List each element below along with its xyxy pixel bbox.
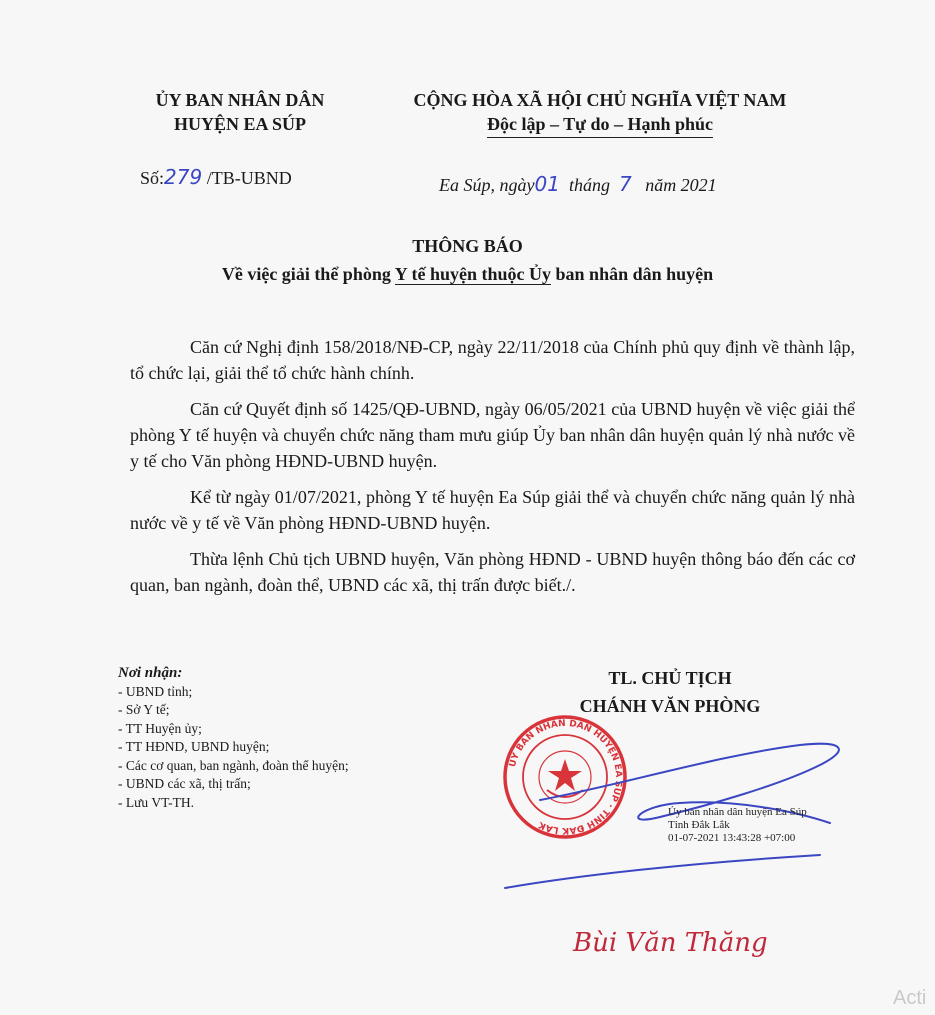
signature-line-1: TL. CHỦ TỊCH [608,668,732,688]
issuer-line-2: HUYỆN EA SÚP [173,114,307,134]
number-prefix: Số: [140,168,165,188]
recipient-item: - Các cơ quan, ban ngành, đoàn thể huyện; [118,757,349,773]
digital-signature-info [668,806,807,845]
activation-watermark: Acti [893,987,927,1009]
subject-part-3: ban nhân dân huyện [555,264,714,284]
date-month-label: tháng [568,175,610,195]
body-paragraph-2: Căn cứ Quyết định số 1425/QĐ-UBND, ngày 06/05/2021 của UBND huyện về việc giải thể phòng Y tế huyện và chuyển chức năng tham mưu giúp Ủy ban nhân dân huyện quản lý nhà nước về y tế cho Văn phòng HĐND-UBND huyện. [130,399,855,471]
number-handwritten: 279 [164,165,203,189]
document-date [439,172,717,196]
document-title: THÔNG BÁO [412,236,523,256]
svg-text:ỦY BAN NHÂN DÂN HUYỆN EA SÚP ·: ỦY BAN NHÂN DÂN HUYỆN EA SÚP · TỈNH ĐẮK LẮK [507,718,624,836]
subject-part-1: Về việc giải thể phòng [221,264,391,284]
subject-part-2: Y tế huyện thuộc Ủy [394,264,552,284]
esign-organization: Ủy ban nhân dân huyện Ea Súp [668,806,807,818]
recipient-item: - Sở Y tế; [118,702,170,717]
signer-name: Bùi Văn Thăng [573,928,768,958]
document-title-block [80,232,855,288]
recipients-list [118,664,478,812]
esign-timestamp: 01-07-2021 13:43:28 +07:00 [668,832,796,844]
recipient-item: - TT Huyện ủy; [118,720,202,736]
date-day: 01 [534,172,560,196]
body-paragraph-1: Căn cứ Nghị định 158/2018/NĐ-CP, ngày 22/11/2018 của Chính phủ quy định về thành lập, tổ chức lại, giải thể tổ chức hành chính. [130,337,855,383]
national-motto: Độc lập – Tự do – Hạnh phúc [487,112,713,138]
recipient-item: - UBND tỉnh; [118,683,193,699]
recipient-item: - TT HĐND, UBND huyện; [118,739,270,754]
esign-province: Tỉnh Đắk Lắk [668,819,730,831]
recipient-item: - UBND các xã, thị trấn; [118,776,251,791]
issuer-line-1: ỦY BAN NHÂN DÂN [155,90,325,110]
national-header [360,88,840,138]
date-place: Ea Súp, ngày [439,175,535,195]
issuer-header [120,88,360,136]
national-title: CỘNG HÒA XÃ HỘI CHỦ NGHĨA VIỆT NAM [413,90,787,110]
document-number [140,165,292,189]
document-body [130,334,855,608]
document-subject [80,260,855,288]
signature-line-2: CHÁNH VĂN PHÒNG [579,696,761,716]
date-year: năm 2021 [645,175,717,195]
recipient-item: - Lưu VT-TH. [118,794,194,810]
body-paragraph-4: Thừa lệnh Chủ tịch UBND huyện, Văn phòng HĐND - UBND huyện thông báo đến các cơ quan, ban ngành, đoàn thể, UBND các xã, thị trấn được biết./. [130,549,855,595]
recipients-heading: Nơi nhận: [118,665,183,681]
body-paragraph-3: Kể từ ngày 01/07/2021, phòng Y tế huyện Ea Súp giải thể và chuyển chức năng quản lý nhà nước về y tế về Văn phòng HĐND-UBND huyện. [130,487,855,533]
number-suffix: /TB-UBND [206,168,292,188]
date-month: 7 [618,172,632,196]
